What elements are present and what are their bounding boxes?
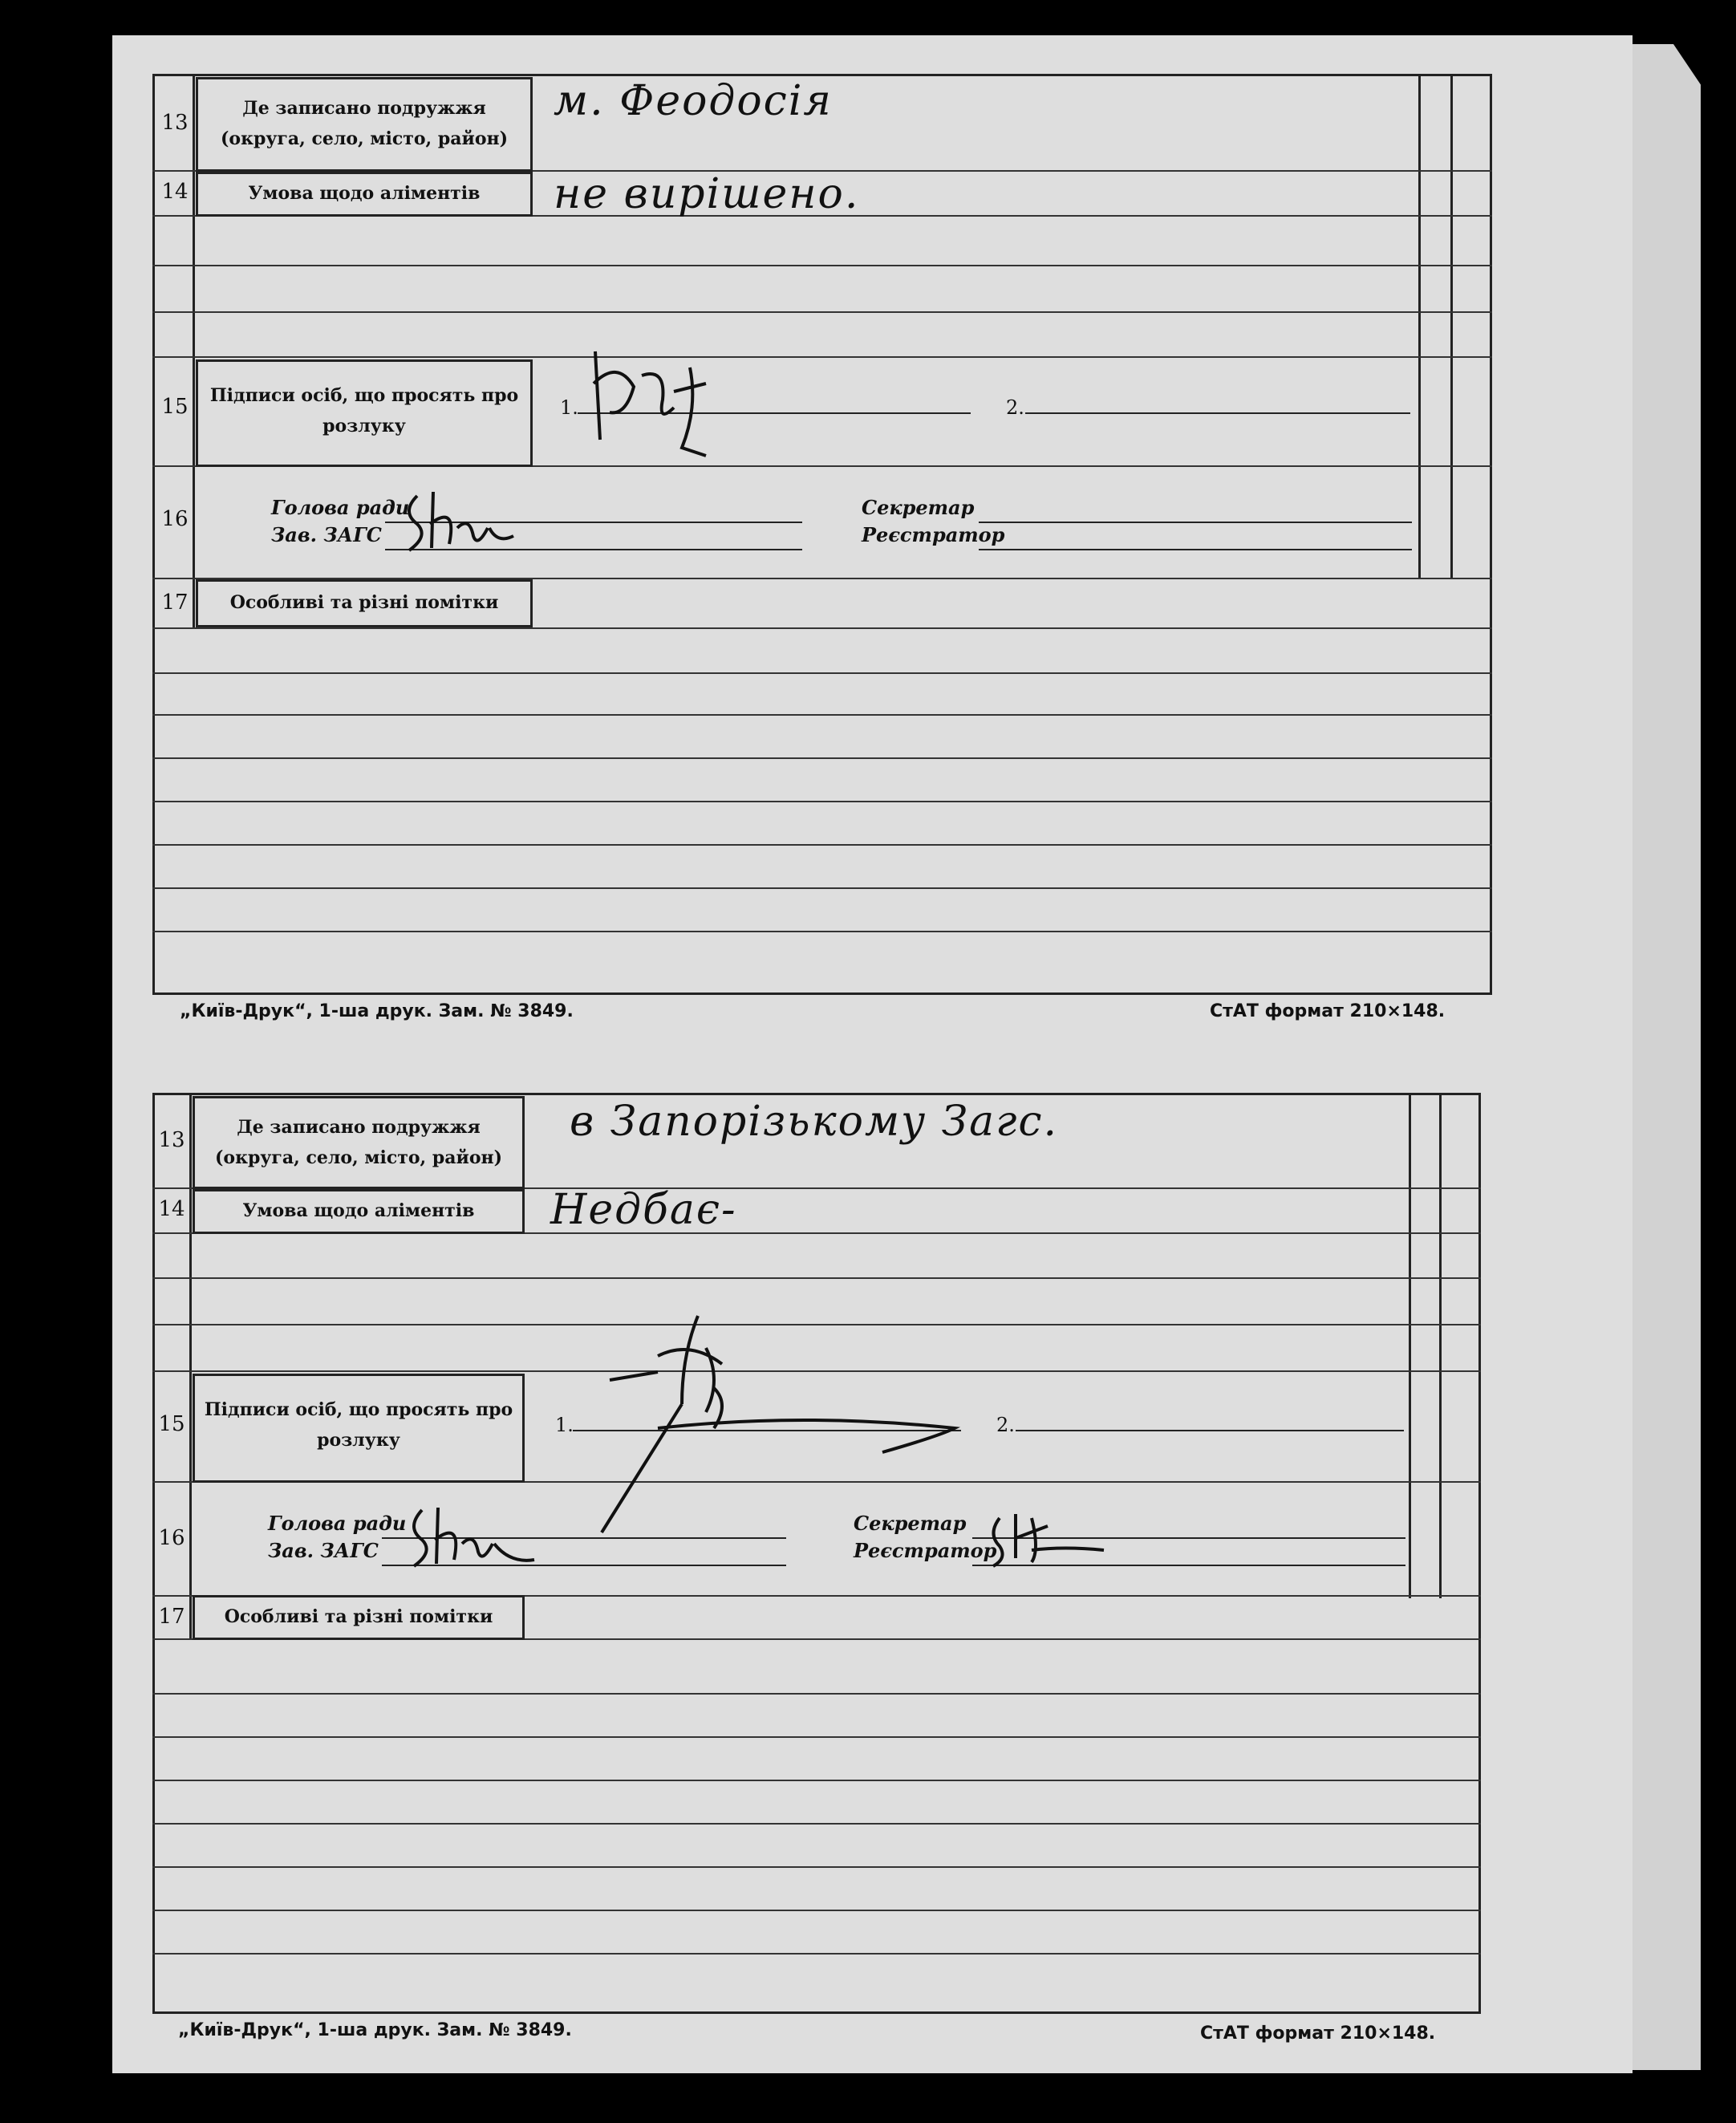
row-14-number: 14 (161, 180, 189, 204)
signature-registrar (984, 1502, 1112, 1574)
row-17-label: Особливі та різні помітки (224, 1606, 493, 1627)
row-15-label-line2: розлуку (322, 416, 406, 436)
footer-format: СтАТ формат 210×148. (1200, 2024, 1436, 2044)
signature-applicant-1 (586, 335, 722, 464)
secretary-title-line1: Секретар (862, 496, 975, 519)
row-13-handwritten: в Запорізькому Загс. (570, 1098, 1059, 1146)
row-13-label (193, 1112, 525, 1173)
row-15-label-line2: розлуку (317, 1430, 400, 1451)
row-13-number: 13 (161, 111, 189, 135)
footer-printer: „Київ-Друк“, 1-ша друк. Зам. № 3849. (180, 1001, 574, 1021)
row-13-label (196, 93, 533, 154)
head-title-line2: Зав. ЗАГС (268, 1539, 379, 1562)
row-13-handwritten: м. Феодосія (554, 77, 833, 125)
row-16-number: 16 (158, 1526, 185, 1550)
paper-edge (1633, 44, 1701, 2070)
row-14-handwritten: не вирішено. (554, 170, 860, 218)
row-15-label-line1: Підписи осіб, що просять про (209, 385, 519, 406)
row-17-number: 17 (158, 1605, 185, 1629)
secretary-title-line1: Секретар (854, 1512, 967, 1535)
signature-1-prefix: 1. (560, 396, 578, 419)
secretary-title-line2: Реєстратор (862, 523, 1005, 546)
row-13-label-line2: (округа, село, місто, район) (220, 128, 508, 149)
footer-printer: „Київ-Друк“, 1-ша друк. Зам. № 3849. (178, 2020, 572, 2040)
signature-2-prefix: 2. (1006, 396, 1024, 419)
row-15-number: 15 (158, 1412, 185, 1436)
signature-applicant-1 (562, 1308, 979, 1540)
row-15-label-line1: Підписи осіб, що просять про (204, 1399, 513, 1420)
row-15-label (196, 380, 533, 441)
signature-head (398, 1496, 542, 1576)
signature-head (393, 480, 521, 560)
row-15-label (193, 1394, 525, 1455)
footer-format: СтАТ формат 210×148. (1210, 1001, 1446, 1021)
row-13-label-line1: Де записано подружжя (237, 1117, 481, 1138)
row-13-number: 13 (158, 1128, 185, 1152)
row-17-number: 17 (161, 591, 189, 615)
row-14-label: Умова щодо аліментів (248, 183, 481, 204)
head-title-line1: Голова ради (271, 496, 410, 519)
head-title-line2: Зав. ЗАГС (271, 523, 382, 546)
row-14-number: 14 (158, 1197, 185, 1221)
row-17-label: Особливі та різні помітки (229, 592, 499, 613)
row-13-label-line1: Де записано подружжя (242, 98, 486, 119)
row-14-label: Умова щодо аліментів (242, 1200, 475, 1221)
row-15-number: 15 (161, 395, 189, 419)
row-14-handwritten: Недбає- (550, 1186, 737, 1234)
signature-1-prefix: 1. (555, 1414, 574, 1436)
row-13-label-line2: (округа, село, місто, район) (214, 1147, 502, 1168)
secretary-title-line2: Реєстратор (854, 1539, 997, 1562)
row-16-number: 16 (161, 507, 189, 531)
signature-2-prefix: 2. (996, 1414, 1015, 1436)
head-title-line1: Голова ради (268, 1512, 407, 1535)
